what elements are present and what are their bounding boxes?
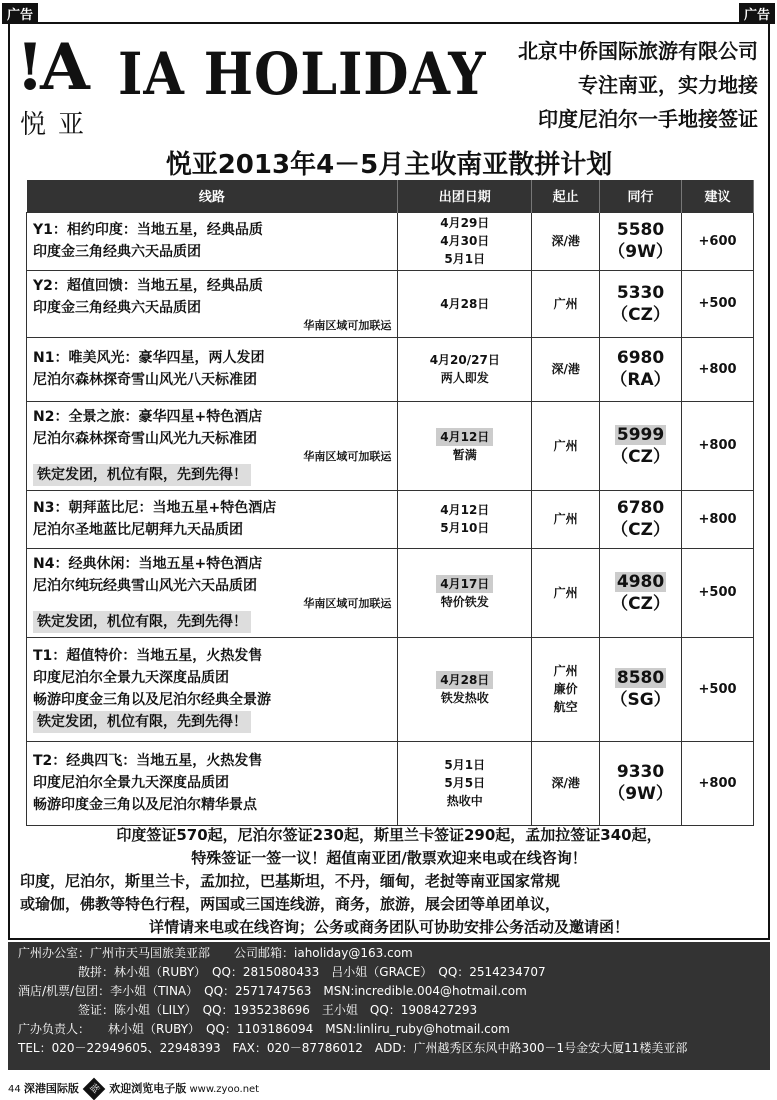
- suggested-markup: +500: [682, 270, 754, 337]
- route-cell: [27, 337, 398, 401]
- origin-text: 深/港: [551, 776, 580, 790]
- departure-date: 暂满: [452, 447, 477, 462]
- route-line: 畅游印度金三角以及尼泊尔精华景点: [33, 797, 257, 813]
- departure-dates-cell: [398, 637, 532, 741]
- departure-dates-cell: [398, 741, 532, 825]
- airline-code: （CZ）: [611, 446, 670, 467]
- route-cell: [27, 637, 398, 741]
- price-cell: [600, 741, 682, 825]
- departure-date: 4月28日: [436, 671, 493, 689]
- note-line: 印度，尼泊尔，斯里兰卡，孟加拉，巴基斯坦，不丹，缅甸，老挝等南亚国家常规: [20, 872, 561, 890]
- company-info: [518, 34, 758, 136]
- departure-date: 铁发热收: [440, 691, 489, 705]
- origin-cell: [532, 401, 600, 490]
- price-value: 4980: [616, 571, 665, 592]
- price-cell: [600, 270, 682, 337]
- route-cell: [27, 741, 398, 825]
- route-line: T2：经典四飞：当地五星，火热发售: [33, 753, 263, 769]
- departure-dates-cell: [398, 490, 532, 548]
- suggested-markup: +800: [682, 490, 754, 548]
- table-header-row: [27, 180, 754, 212]
- brand-name: IA HOLIDAY: [118, 40, 487, 108]
- contact-line: 酒店/机票/包团：李小姐（TINA） QQ：2571747563 MSN:incredible.004@hotmail.com: [18, 984, 527, 998]
- route-line: Y2：超值回馈：当地五星，经典品质: [33, 277, 263, 294]
- price-value: 8580: [616, 668, 665, 688]
- header: [10, 24, 768, 142]
- slogan: 欢迎浏览电子版: [109, 1082, 187, 1095]
- route-line: Y1：相约印度：当地五星，经典品质: [33, 222, 263, 238]
- departure-dates-cell: [398, 270, 532, 337]
- departure-date: 4月20/27日: [429, 353, 500, 367]
- departure-date: 4月28日: [440, 296, 490, 311]
- note-line: 特殊签证一签一议！超值南亚团/散票欢迎来电或在线咨询！: [191, 849, 587, 867]
- route-line: T1：超值特价：当地五星，火热发售: [33, 648, 263, 664]
- page-number: 44: [8, 1084, 21, 1095]
- suggested-markup: +500: [682, 637, 754, 741]
- origin-text: 广州: [553, 438, 578, 453]
- logo-mark: !A: [16, 30, 86, 105]
- origin-cell: [532, 270, 600, 337]
- airline-code: （9W）: [608, 242, 673, 262]
- price-value: 5999: [616, 424, 665, 445]
- route-line: 尼泊尔圣地蓝比尼朝拜九天品质团: [33, 522, 243, 538]
- route-line: 尼泊尔森林探奇雪山风光九天标准团: [33, 430, 257, 447]
- price-cell: [600, 401, 682, 490]
- departure-dates-cell: [398, 401, 532, 490]
- departure-date: 4月17日: [436, 575, 493, 593]
- departure-date: 5月10日: [440, 521, 490, 535]
- suggested-markup: +500: [682, 548, 754, 637]
- price-cell: [600, 490, 682, 548]
- departure-date: 4月12日: [440, 503, 490, 517]
- route-cell: [27, 490, 398, 548]
- ad-label-left: 广告: [2, 3, 38, 24]
- airline-code: （CZ）: [611, 520, 670, 540]
- price-cell: [600, 212, 682, 270]
- column-header: 出团日期: [398, 180, 532, 212]
- company-line: 印度尼泊尔一手地接签证: [538, 107, 758, 131]
- departure-date: 5月1日: [444, 252, 486, 266]
- table-row: [27, 741, 754, 825]
- origin-cell: [532, 337, 600, 401]
- column-header: 建议: [682, 180, 754, 212]
- plan-title: 悦亚2013年4－5月主收南亚散拼计划: [165, 150, 613, 180]
- price-cell: [600, 637, 682, 741]
- origin-cell: [532, 212, 600, 270]
- route-guarantee-note: 铁定发团，机位有限，先到先得！: [33, 611, 251, 633]
- contact-panel: [8, 942, 770, 1070]
- route-guarantee-note: 铁定发团，机位有限，先到先得！: [33, 464, 251, 486]
- contact-line: 散拼：林小姐（RUBY） QQ：2815080433 吕小姐（GRACE） QQ：2514234707: [18, 965, 546, 979]
- route-line: 畅游印度金三角以及尼泊尔经典全景游: [33, 692, 271, 708]
- table-row: [27, 401, 754, 490]
- table-row: [27, 548, 754, 637]
- price-value: 6980: [616, 348, 665, 368]
- route-line: N1：唯美风光：豪华四星，两人发团: [33, 350, 265, 366]
- footer-url: www.zyoo.net: [189, 1084, 260, 1095]
- airline-code: （RA）: [610, 370, 671, 390]
- note-line: 详情请来电或在线咨询；公务或商务团队可协助安排公务活动及邀请函！: [148, 918, 629, 936]
- departure-date: 4月29日: [440, 216, 490, 230]
- price-value: 5330: [616, 282, 665, 303]
- origin-cell: [532, 741, 600, 825]
- route-line: 尼泊尔森林探奇雪山风光八天标准团: [33, 372, 257, 388]
- column-header: 同行: [600, 180, 682, 212]
- route-cell: [27, 401, 398, 490]
- ad-label-right: 广告: [739, 3, 775, 24]
- logo-subtitle: 悦亚: [20, 110, 97, 140]
- origin-text: 广州: [553, 585, 578, 600]
- origin-text: 广州: [553, 296, 578, 311]
- departure-date: 5月1日: [444, 758, 486, 772]
- price-cell: [600, 548, 682, 637]
- departure-date: 4月30日: [440, 234, 490, 248]
- table-row: [27, 337, 754, 401]
- contact-line: 广州办公室：广州市天马国旅美亚部 公司邮箱：iaholiday@163.com: [18, 946, 413, 960]
- table-row: [27, 637, 754, 741]
- company-line: 北京中侨国际旅游有限公司: [518, 39, 758, 63]
- departure-date: 5月5日: [444, 776, 486, 790]
- suggested-markup: +600: [682, 212, 754, 270]
- origin-text: 广州: [553, 512, 578, 526]
- table-row: [27, 490, 754, 548]
- departure-date: 4月12日: [436, 428, 493, 446]
- route-line: 印度金三角经典六天品质团: [33, 299, 201, 316]
- note-line: 或瑜伽，佛教等特色行程，两国或三国连线游，商务，旅游，展会团等单团单议，: [20, 895, 561, 913]
- contact-line: 签证：陈小姐（LILY） QQ：1935238696 王小姐 QQ：1908427293: [18, 1003, 478, 1017]
- origin-cell: [532, 490, 600, 548]
- price-value: 6780: [616, 498, 665, 518]
- origin-text: 广州 廉价 航空: [553, 664, 578, 714]
- price-cell: [600, 337, 682, 401]
- ad-frame: [8, 22, 770, 940]
- route-cell: [27, 548, 398, 637]
- column-header: 线路: [27, 180, 398, 212]
- departure-date: 两人即发: [440, 371, 489, 385]
- route-cell: [27, 212, 398, 270]
- airline-code: （CZ）: [611, 304, 670, 325]
- route-connection-note: 华南区域可加联运: [303, 596, 392, 610]
- suggested-markup: +800: [682, 741, 754, 825]
- column-header: 起止: [532, 180, 600, 212]
- table-row: [27, 270, 754, 337]
- suggested-markup: +800: [682, 337, 754, 401]
- route-cell: [27, 270, 398, 337]
- route-line: N3：朝拜蓝比尼：当地五星+特色酒店: [33, 500, 277, 516]
- price-value: 9330: [616, 762, 665, 782]
- origin-cell: [532, 548, 600, 637]
- route-line: N4：经典休闲：当地五星+特色酒店: [33, 555, 263, 572]
- airline-code: （SG）: [610, 690, 671, 710]
- price-value: 5580: [616, 220, 665, 240]
- route-line: 印度尼泊尔全景九天深度品质团: [33, 670, 229, 686]
- departure-dates-cell: [398, 548, 532, 637]
- origin-text: 深/港: [551, 362, 580, 376]
- route-line: 尼泊尔纯玩经典雪山风光六天品质团: [33, 577, 257, 594]
- company-line: 专注南亚，实力地接: [578, 73, 758, 97]
- suggested-markup: +800: [682, 401, 754, 490]
- departure-dates-cell: [398, 337, 532, 401]
- departure-dates-cell: [398, 212, 532, 270]
- route-guarantee-note: 铁定发团，机位有限，先到先得！: [33, 711, 251, 733]
- edition-label: 深港国际版: [23, 1082, 79, 1095]
- departure-date: 特价铁发: [440, 594, 489, 609]
- origin-text: 深/港: [551, 234, 580, 248]
- page-footer: [8, 1080, 259, 1097]
- routes-table: [26, 180, 754, 826]
- route-connection-note: 华南区域可加联运: [303, 318, 392, 332]
- route-line: N2：全景之旅：豪华四星+特色酒店: [33, 408, 263, 425]
- airline-code: （CZ）: [611, 593, 670, 614]
- origin-cell: [532, 637, 600, 741]
- airline-code: （9W）: [608, 784, 673, 804]
- contact-line: TEL：020－22949605、22948393 FAX：020－87786012 ADD：广州越秀区东风中路300－1号金安大厦11楼美亚部: [18, 1041, 688, 1055]
- route-line: 印度金三角经典六天品质团: [33, 244, 201, 260]
- contact-line: 广办负责人： 林小姐（RUBY） QQ：1103186094 MSN:linliru_ruby@hotmail.com: [18, 1022, 510, 1036]
- route-connection-note: 华南区域可加联运: [303, 449, 392, 463]
- badge-icon: 蓝: [83, 1078, 106, 1100]
- route-line: 印度尼泊尔全景九天深度品质团: [33, 775, 229, 791]
- departure-date: 热收中: [446, 794, 483, 808]
- table-row: [27, 212, 754, 270]
- note-line: 印度签证570起，尼泊尔签证230起，斯里兰卡签证290起，孟加拉签证340起，: [116, 826, 662, 844]
- visa-notes: [10, 824, 768, 939]
